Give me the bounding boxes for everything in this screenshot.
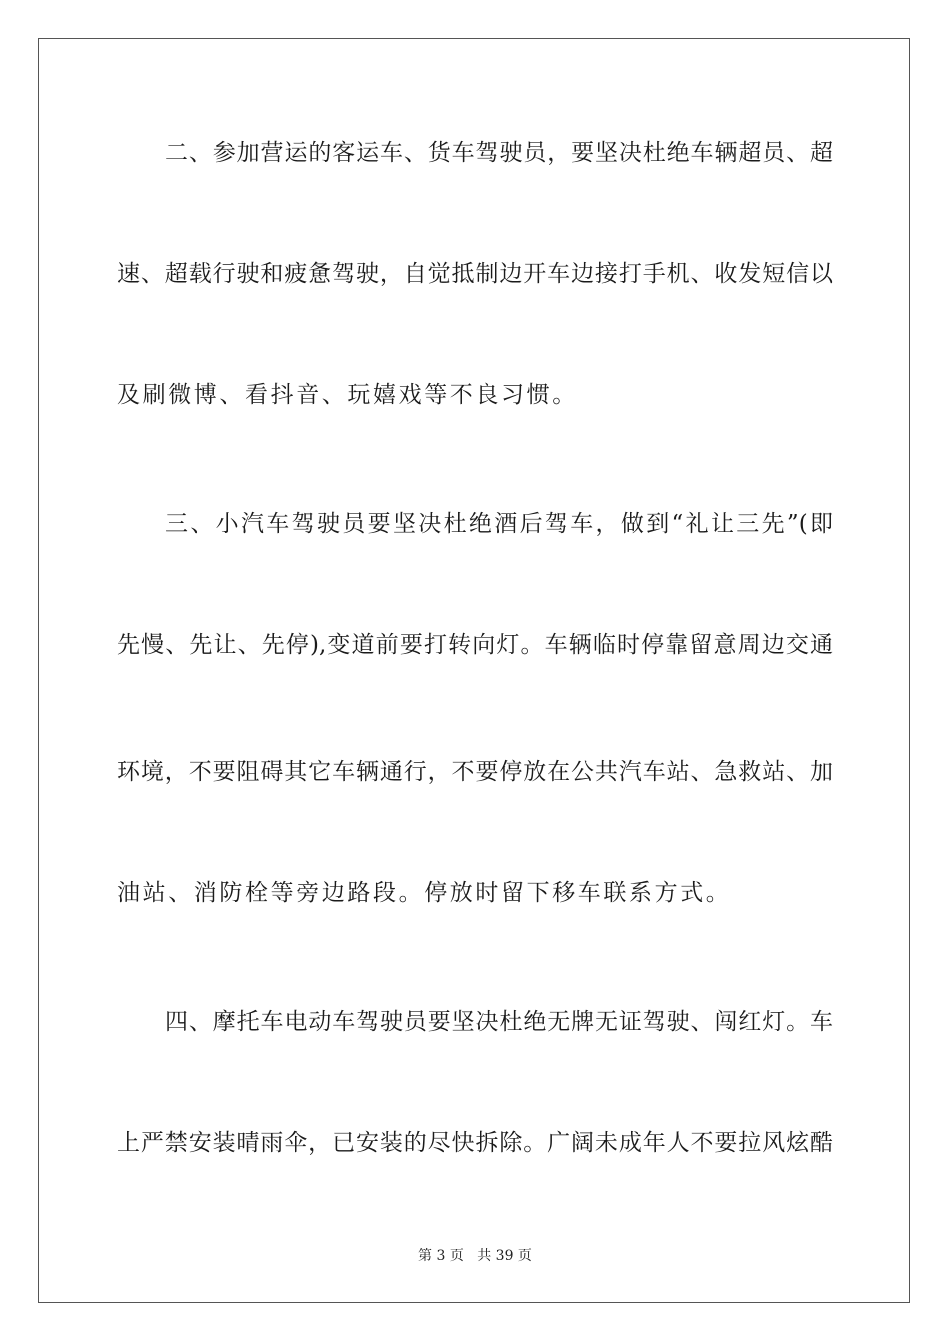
page-footer xyxy=(0,1247,950,1265)
paragraph-line: 先慢、先让、先停),变道前要打转向灯。车辆临时停靠留意周边交通 xyxy=(117,632,833,658)
page-border xyxy=(38,38,910,1303)
page-total: 共 39 页 xyxy=(477,1248,532,1264)
paragraph-line: 速、超载行驶和疲惫驾驶，自觉抵制边开车边接打手机、收发短信以 xyxy=(117,261,833,287)
page-number: 第 3 页 xyxy=(418,1248,464,1264)
paragraph-line: 四、摩托车电动车驾驶员要坚决杜绝无牌无证驾驶、闯红灯。车 xyxy=(165,1009,833,1035)
paragraph-line: 及刷微博、看抖音、玩嬉戏等不良习惯。 xyxy=(117,382,578,408)
paragraph-line: 油站、消防栓等旁边路段。停放时留下移车联系方式。 xyxy=(117,880,732,906)
paragraph-line: 三、小汽车驾驶员要坚决杜绝酒后驾车，做到“礼让三先”(即 xyxy=(165,511,833,537)
paragraph-line: 上严禁安装晴雨伞，已安装的尽快拆除。广阔未成年人不要拉风炫酷 xyxy=(117,1130,833,1156)
paragraph-line: 环境，不要阻碍其它车辆通行，不要停放在公共汽车站、急救站、加 xyxy=(117,759,833,785)
paragraph-line: 二、参加营运的客运车、货车驾驶员，要坚决杜绝车辆超员、超 xyxy=(165,140,833,166)
